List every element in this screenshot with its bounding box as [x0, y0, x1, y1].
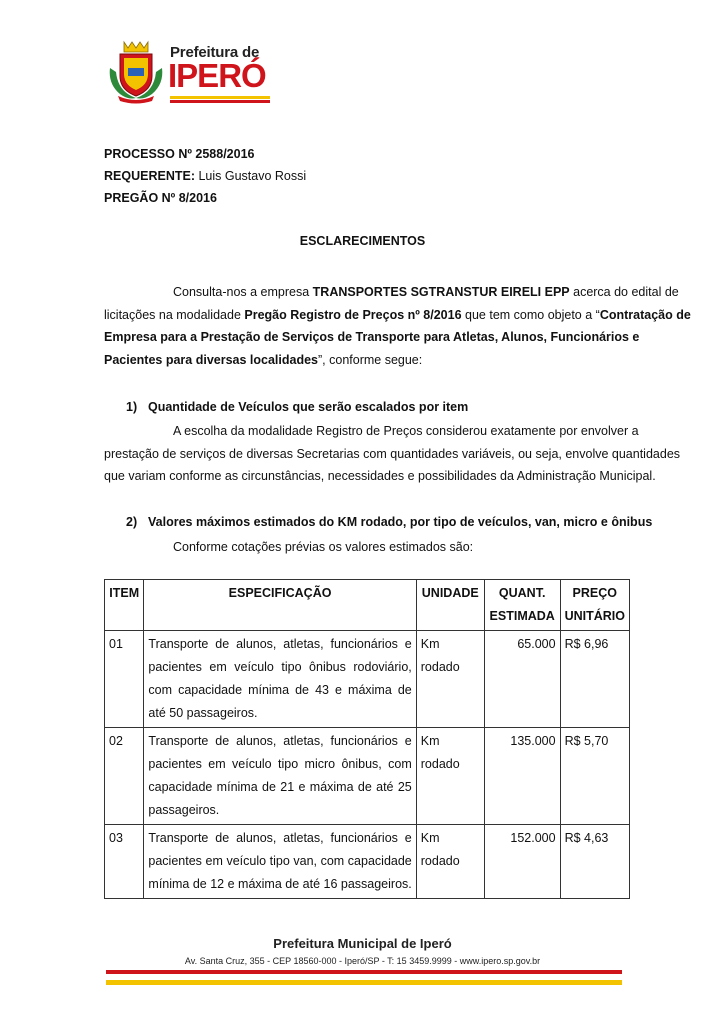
cell-unit: Km rodado — [416, 825, 484, 899]
section-2-number: 2) — [126, 515, 138, 529]
section-1-paragraph — [104, 420, 681, 488]
requerente-value: Luis Gustavo Rossi — [198, 169, 307, 183]
pregao-number: PREGÃO Nº 8/2016 — [104, 191, 217, 205]
section-1-line-3: que variam conforme as circunstâncias, necessidades e possibilidades da Administração Municipal. — [104, 469, 656, 484]
intro-line-3: Empresa para a Prestação de Serviços de Transporte para Atletas, Alunos, Funcionários e — [104, 330, 640, 345]
cell-price: R$ 6,96 — [560, 631, 629, 728]
cell-item: 02 — [105, 728, 144, 825]
cell-item: 03 — [105, 825, 144, 899]
cell-qty: 152.000 — [484, 825, 560, 899]
coat-of-arms-icon — [106, 38, 166, 104]
section-1-line-1: A escolha da modalidade Registro de Preços considerou exatamente por envolver a — [173, 424, 639, 438]
cell-unit: Km rodado — [416, 631, 484, 728]
col-header-spec: ESPECIFICAÇÃO — [144, 580, 416, 631]
intro-paragraph — [104, 281, 691, 372]
company-name: TRANSPORTES SGTRANSTUR EIRELI EPP — [312, 285, 570, 299]
cell-spec: Transporte de alunos, atletas, funcionários e pacientes em veículo tipo van, com capacidade mínima de 12 e máxima de até 16 passageiros. — [144, 825, 416, 899]
table-header-row — [105, 580, 630, 631]
cell-qty: 65.000 — [484, 631, 560, 728]
section-1-number: 1) — [126, 400, 138, 414]
cell-unit: Km rodado — [416, 728, 484, 825]
col-header-item: ITEM — [105, 580, 144, 631]
footer-yellow-stripe — [106, 980, 622, 985]
cell-spec: Transporte de alunos, atletas, funcionários e pacientes em veículo tipo micro ônibus, com capacidade mínima de 21 e máxima de até 25 passageiros. — [144, 728, 416, 825]
requerente-label: REQUERENTE: — [104, 169, 195, 183]
logo-prefeitura-text: Prefeitura de — [170, 44, 260, 61]
footer-title: Prefeitura Municipal de Iperó — [273, 936, 452, 951]
col-header-price: PREÇO UNITÁRIO — [560, 580, 629, 631]
cell-price: R$ 5,70 — [560, 728, 629, 825]
cell-qty: 135.000 — [484, 728, 560, 825]
pregao-reference: Pregão Registro de Preços nº 8/2016 — [244, 307, 462, 322]
table-row — [105, 728, 630, 825]
section-2-heading: 2) Valores máximos estimados do KM rodado, por tipo de veículos, van, micro e ônibus — [126, 515, 653, 529]
intro-line-2: licitações na modalidade Pregão Registro de Preços nº 8/2016 que tem como objeto a “Contratação de — [104, 307, 691, 322]
logo-city-name: IPERÓ — [168, 57, 266, 94]
intro-line-4: Pacientes para diversas localidades”, conforme segue: — [104, 353, 423, 368]
col-header-qty: QUANT. ESTIMADA — [484, 580, 560, 631]
footer-address: Av. Santa Cruz, 355 - CEP 18560-000 - Iperó/SP - T: 15 3459.9999 - www.ipero.sp.gov.br — [184, 956, 541, 966]
requerente-line — [104, 165, 306, 187]
cell-price: R$ 4,63 — [560, 825, 629, 899]
prefeitura-logo — [106, 38, 276, 104]
section-2-intro: Conforme cotações prévias os valores estimados são: — [173, 540, 474, 554]
section-1-line-2: prestação de serviços de diversas Secretarias com quantidades variáveis, ou seja, envolve quantidades — [104, 446, 681, 461]
section-1-heading: 1) Quantidade de Veículos que serão escalados por item — [126, 400, 469, 414]
cell-item: 01 — [105, 631, 144, 728]
logo-stripes — [170, 96, 270, 104]
processo-number: PROCESSO Nº 2588/2016 — [104, 147, 255, 161]
footer-red-stripe — [106, 970, 622, 974]
document-title: ESCLARECIMENTOS — [299, 234, 426, 248]
cell-spec: Transporte de alunos, atletas, funcionários e pacientes em veículo tipo ônibus rodoviário, com capacidade mínima de 43 e máxima de até 50 passageiros. — [144, 631, 416, 728]
table-row — [105, 825, 630, 899]
intro-line-1: Consulta-nos a empresa TRANSPORTES SGTRANSTUR EIRELI EPP acerca do edital de — [173, 285, 679, 299]
col-header-unit: UNIDADE — [416, 580, 484, 631]
table-row — [105, 631, 630, 728]
price-table — [104, 579, 630, 899]
